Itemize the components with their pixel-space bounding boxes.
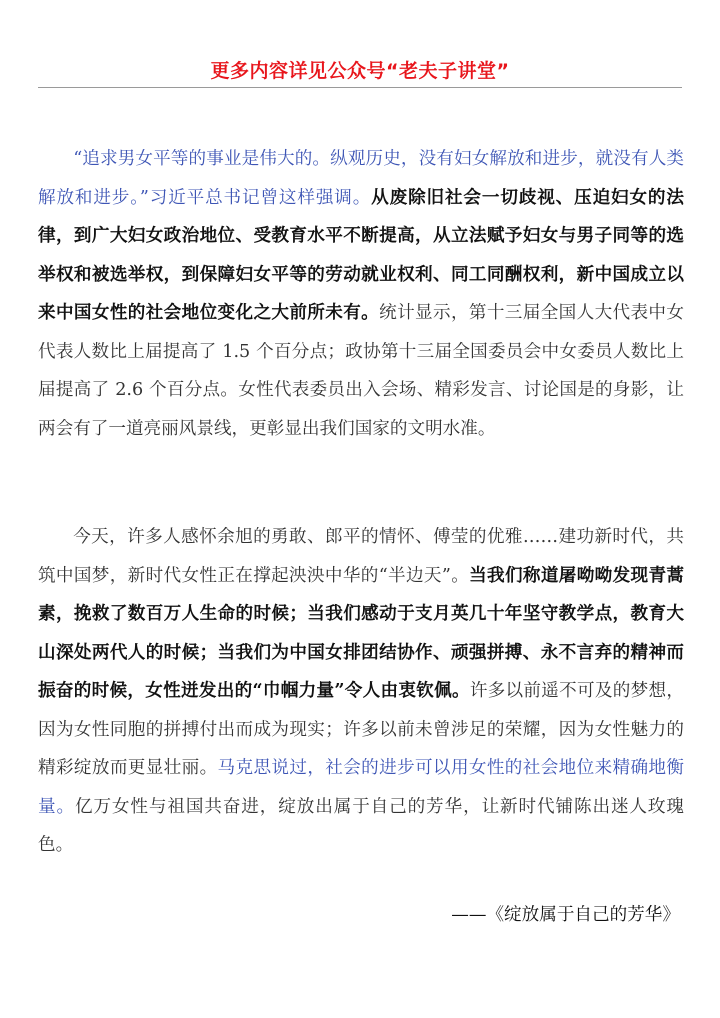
paragraph-2-closing: 亿万女性与祖国共奋进，绽放出属于自己的芳华，让新时代铺陈出迷人玫瑰色。 xyxy=(38,796,684,855)
paragraph-2-quote: 马克思说过，社会的进步可以用女性的社会地位来精确地衡量。 xyxy=(38,758,684,817)
header-divider xyxy=(38,87,682,88)
paragraph-2 xyxy=(38,518,684,865)
paragraph-1-quote: “追求男女平等的事业是伟大的。纵观历史，没有妇女解放和进步，就没有人类解放和进步。”习近平总书记曾这样强调。 xyxy=(38,149,684,208)
paragraph-1-emphasis: 从废除旧社会一切歧视、压迫妇女的法律，到广大妇女政治地位、受教育水平不断提高，从立法赋予妇女与男子同等的选举权和被选举权，到保障妇女平等的劳动就业权利、同工同酬权利，新中国成立以来中国女性的社会地位变化之大前所未有。 xyxy=(38,186,684,323)
article-signature: ——《绽放属于自己的芳华》 xyxy=(451,905,680,925)
paragraph-1-body: 统计显示，第十三届全国人大代表中女代表人数比上届提高了 1.5 个百分点；政协第十三届全国委员会中女委员人数比上届提高了 2.6 个百分点。女性代表委员出入会场、精彩发言、讨论国是的身影，让两会有了一道亮丽风景线，更彰显出我们国家的文明水准。 xyxy=(38,303,684,439)
paragraph-2-body: 许多以前遥不可及的梦想，因为女性同胞的拼搏付出而成为现实；许多以前未曾涉足的荣耀，因为女性魅力的精彩绽放而更显壮丽。 xyxy=(38,681,684,778)
paragraph-1 xyxy=(38,140,684,448)
paragraph-2-emphasis: 当我们称道屠呦呦发现青蒿素，挽救了数百万人生命的时候；当我们感动于支月英几十年坚守教学点，教育大山深处两代人的时候；当我们为中国女排团结协作、顽强拼搏、永不言弃的精神而振奋的时候，女性迸发出的“巾帼力量”令人由衷钦佩。 xyxy=(38,564,684,701)
header-title: 更多内容详见公众号“老夫子讲堂” xyxy=(210,60,510,82)
paragraph-2-intro: 今天，许多人感怀余旭的勇敢、郎平的情怀、傅莹的优雅……建功新时代，共筑中国梦，新时代女性正在撑起泱泱中华的“半边天”。 xyxy=(38,527,684,586)
